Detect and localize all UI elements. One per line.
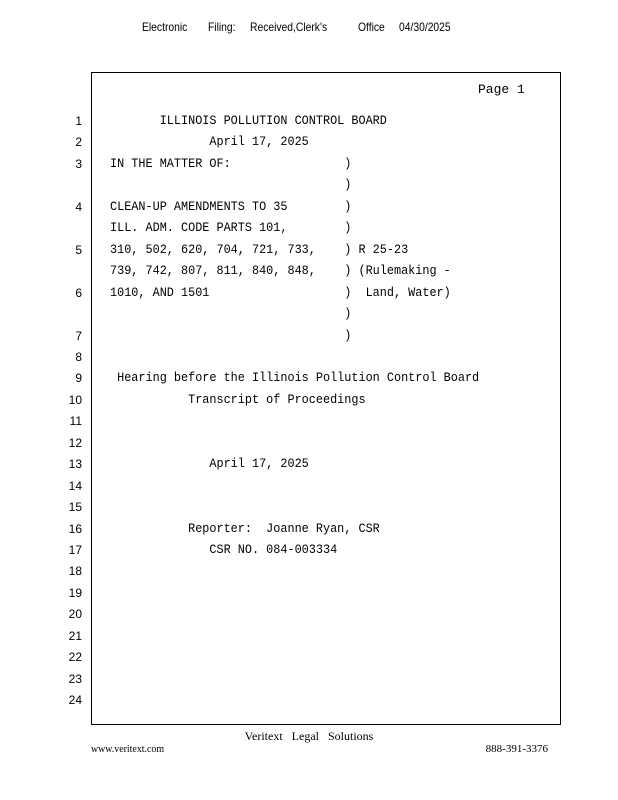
page-number-label: Page 1 (478, 82, 525, 97)
transcript-line (0, 133, 618, 151)
transcript-line (0, 648, 618, 666)
line-number: 24 (68, 693, 82, 708)
transcript-line (0, 584, 618, 602)
transcript-line (0, 434, 618, 452)
line-text: ILL. ADM. CODE PARTS 101, ) (110, 220, 352, 236)
transcript-line (0, 605, 618, 623)
line-text: 310, 502, 620, 704, 721, 733, ) R 25-23 (110, 241, 409, 257)
transcript-line (0, 262, 618, 280)
transcript-line (0, 670, 618, 688)
line-text: ) (110, 306, 352, 322)
transcript-line (0, 498, 618, 516)
line-text: Reporter: Joanne Ryan, CSR (110, 520, 380, 536)
line-text: ) (110, 177, 352, 193)
line-text: ) (110, 327, 352, 343)
line-number: 15 (68, 500, 82, 515)
line-number: 12 (68, 435, 82, 450)
filing-word-received: Received,Clerk's (250, 20, 328, 34)
line-number: 13 (68, 457, 82, 472)
footer-phone: 888-391-3376 (485, 743, 548, 755)
transcript-line (0, 155, 618, 173)
transcript-line (0, 562, 618, 580)
line-number: 2 (75, 135, 82, 150)
line-number: 20 (68, 607, 82, 622)
transcript-line (0, 627, 618, 645)
transcript-line (0, 369, 618, 387)
line-number: 3 (75, 156, 82, 171)
transcript-line (0, 412, 618, 430)
line-number: 1 (75, 114, 82, 128)
transcript-line (0, 305, 618, 323)
footer-company: Veritext Legal Solutions (244, 729, 374, 743)
transcript-line (0, 520, 618, 538)
line-text: April 17, 2025 (110, 134, 309, 150)
filing-word-electronic: Electronic (142, 20, 188, 34)
transcript-line (0, 541, 618, 559)
transcript-line (0, 219, 618, 237)
transcript-line (0, 691, 618, 709)
transcript-line (0, 176, 618, 194)
line-number: 14 (68, 478, 82, 493)
transcript-line (0, 284, 618, 302)
line-number: 5 (75, 242, 82, 257)
line-number: 9 (75, 371, 82, 386)
line-number: 17 (68, 543, 82, 557)
transcript-line (0, 112, 618, 130)
line-text: IN THE MATTER OF: ) (110, 155, 352, 171)
transcript-line (0, 327, 618, 345)
line-text: 1010, AND 1501 ) Land, Water) (110, 284, 451, 300)
line-text: CLEAN-UP AMENDMENTS TO 35 ) (110, 198, 352, 214)
line-number: 7 (75, 328, 82, 343)
filing-word-office: Office (358, 20, 385, 34)
line-text: CSR NO. 084-003334 (110, 542, 338, 557)
line-number: 16 (68, 521, 82, 536)
filing-word-filing: Filing: (208, 20, 236, 34)
footer-website: www.veritext.com (91, 743, 165, 755)
transcript-line (0, 348, 618, 366)
line-number: 10 (68, 392, 82, 407)
line-number: 11 (69, 414, 82, 429)
line-text: April 17, 2025 (110, 456, 309, 472)
line-number: 23 (68, 671, 82, 686)
line-text: 739, 742, 807, 811, 840, 848, ) (Rulemaking - (110, 263, 451, 279)
line-number: 21 (68, 628, 82, 643)
transcript-line (0, 477, 618, 495)
line-number: 22 (68, 650, 82, 665)
line-number: 19 (68, 585, 82, 600)
line-number: 18 (68, 564, 82, 579)
line-number: 8 (75, 349, 82, 364)
transcript-line (0, 241, 618, 259)
transcript-line (0, 198, 618, 216)
transcript-line (0, 391, 618, 409)
line-number: 6 (75, 285, 82, 300)
transcript-line (0, 455, 618, 473)
line-number: 4 (75, 199, 82, 214)
line-text: Hearing before the Illinois Pollution Control Board (110, 370, 480, 386)
line-text: Transcript of Proceedings (110, 391, 366, 407)
filing-date: 04/30/2025 (399, 20, 451, 34)
line-text: ILLINOIS POLLUTION CONTROL BOARD (110, 113, 387, 128)
